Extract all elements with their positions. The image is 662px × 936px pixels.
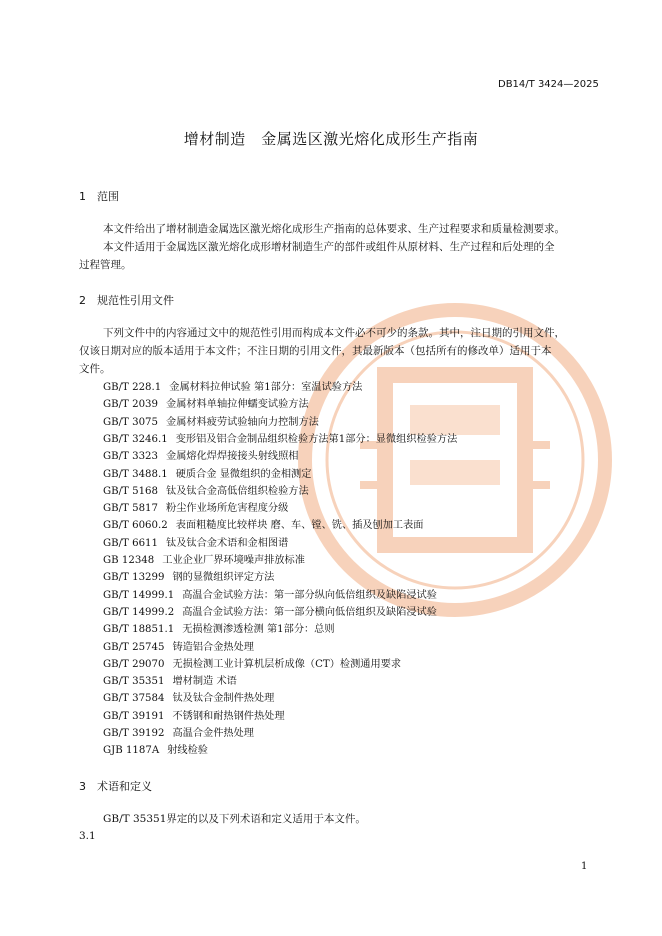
reference-title: 金属材料拉伸试验 第1部分：室温试验方法 (169, 382, 363, 393)
section-number: 1 (79, 190, 86, 203)
reference-item (103, 499, 288, 514)
reference-code: GB/T 25745 (103, 641, 165, 653)
reference-title: 硬质合金 显微组织的金相测定 (175, 468, 312, 480)
reference-code: GB/T 2039 (103, 399, 159, 411)
section-3-paragraph: GB/T 35351界定的以及下列术语和定义适用于本文件。 (103, 813, 366, 825)
reference-title: 金属熔化焊焊接接头射线照相 (166, 451, 299, 463)
section-number: 3 (79, 780, 86, 793)
reference-code: GB/T 18851.1 (103, 624, 175, 636)
reference-item (103, 655, 401, 670)
reference-title: 钛及钛合金制件热处理 (172, 693, 275, 705)
reference-title: 无损检测工业计算机层析成像（CT）检测通用要求 (172, 658, 402, 670)
reference-title: 金属材料疲劳试验轴向力控制方法 (166, 416, 319, 428)
section-3-heading (79, 778, 152, 794)
reference-item (103, 707, 285, 722)
reference-title: 高温合金试验方法：第一部分横向低倍组织及缺陷浸试验 (182, 606, 437, 618)
reference-item (103, 603, 437, 618)
reference-code: GB/T 6060.2 (103, 520, 168, 532)
reference-code: GB/T 14999.1 (103, 589, 175, 601)
reference-item (103, 672, 237, 687)
reference-title: 射线检验 (167, 745, 208, 757)
reference-title: 钛及钛合金术语和金相图谱 (166, 537, 289, 549)
reference-title: 金属材料单轴拉伸蠕变试验方法 (166, 399, 309, 411)
reference-code: GB/T 39191 (103, 710, 165, 722)
section-2-intro-line-2: 仅该日期对应的版本适用于本文件；不注日期的引用文件，其最新版本（包括所有的修改单）适用于本 (79, 345, 552, 357)
reference-item (103, 516, 424, 531)
reference-code: GB 12348 (103, 555, 155, 566)
reference-code: GB/T 6611 (103, 537, 159, 549)
reference-code: GB/T 35351 (103, 676, 165, 688)
reference-title: 钢的显微组织评定方法 (172, 572, 275, 584)
section-number: 2 (79, 294, 86, 307)
reference-title: 增材制造 术语 (172, 676, 237, 688)
reference-code: GB/T 5168 (103, 485, 159, 497)
reference-code: GB/T 39192 (103, 728, 165, 739)
section-2-heading (79, 292, 174, 308)
reference-title: 工业企业厂界环境噪声排放标准 (162, 555, 305, 566)
reference-title: 高温合金试验方法：第一部分纵向低倍组织及缺陷浸试验 (182, 589, 437, 601)
document-code: DB14/T 3424—2025 (498, 79, 599, 90)
section-2-intro-line-1: 下列文件中的内容通过文中的规范性引用而构成本文件必不可少的条款。其中，注日期的引用文件， (103, 327, 565, 339)
reference-item (103, 482, 309, 497)
reference-item (103, 378, 362, 393)
reference-item (103, 586, 437, 601)
reference-code: GB/T 3246.1 (103, 433, 168, 445)
reference-title: 铸造铝合金热处理 (172, 641, 254, 653)
reference-code: GB/T 14999.2 (103, 606, 175, 618)
section-1-paragraph-2-line-2: 过程管理。 (79, 259, 132, 271)
reference-item (103, 534, 288, 549)
reference-code: GB/T 3075 (103, 416, 159, 428)
reference-item (103, 620, 335, 635)
reference-item (103, 741, 208, 756)
reference-title: 表面粗糙度比较样块 磨、车、镗、铣、插及刨加工表面 (175, 520, 424, 532)
reference-item (103, 465, 311, 480)
reference-code: GB/T 37584 (103, 693, 165, 705)
reference-item (103, 689, 274, 704)
subsection-number: 3.1 (79, 830, 96, 842)
section-2-intro-line-3: 文件。 (79, 363, 111, 375)
section-1-paragraph-1: 本文件给出了增材制造金属选区激光熔化成形生产指南的总体要求、生产过程要求和质量检测要求。 (103, 223, 565, 235)
section-title: 范围 (97, 190, 119, 203)
reference-title: 粉尘作业场所危害程度分级 (166, 503, 289, 515)
reference-title: 变形铝及铝合金制品组织检验方法第1部分：显微组织检验方法 (175, 433, 458, 445)
reference-code: GB/T 13299 (103, 572, 165, 584)
page-number: 1 (581, 861, 588, 872)
reference-title: 不锈钢和耐热钢件热处理 (172, 710, 285, 722)
reference-code: GB/T 3488.1 (103, 468, 168, 480)
reference-code: GB/T 5817 (103, 503, 159, 515)
reference-title: 高温合金件热处理 (172, 728, 254, 739)
section-title: 规范性引用文件 (97, 294, 174, 307)
reference-code: GB/T 3323 (103, 451, 159, 463)
page-title: 增材制造 金属选区激光熔化成形生产指南 (183, 130, 479, 148)
reference-code: GJB 1187A (103, 745, 160, 757)
reference-item (103, 638, 254, 653)
reference-code: GB/T 228.1 (103, 382, 162, 393)
reference-item (103, 568, 274, 583)
reference-item (103, 413, 319, 428)
reference-title: 钛及钛合金高低倍组织检验方法 (166, 485, 309, 497)
reference-item (103, 724, 254, 739)
section-1-heading (79, 188, 119, 204)
section-title: 术语和定义 (97, 780, 152, 793)
reference-title: 无损检测渗透检测 第1部分：总则 (182, 624, 335, 636)
reference-item (103, 430, 457, 445)
reference-item (103, 395, 309, 410)
section-1-paragraph-2-line-1: 本文件适用于金属选区激光熔化成形增材制造生产的部件或组件从原材料、生产过程和后处理的全 (103, 241, 555, 253)
reference-item (103, 551, 305, 566)
reference-item (103, 447, 298, 462)
reference-code: GB/T 29070 (103, 658, 165, 670)
